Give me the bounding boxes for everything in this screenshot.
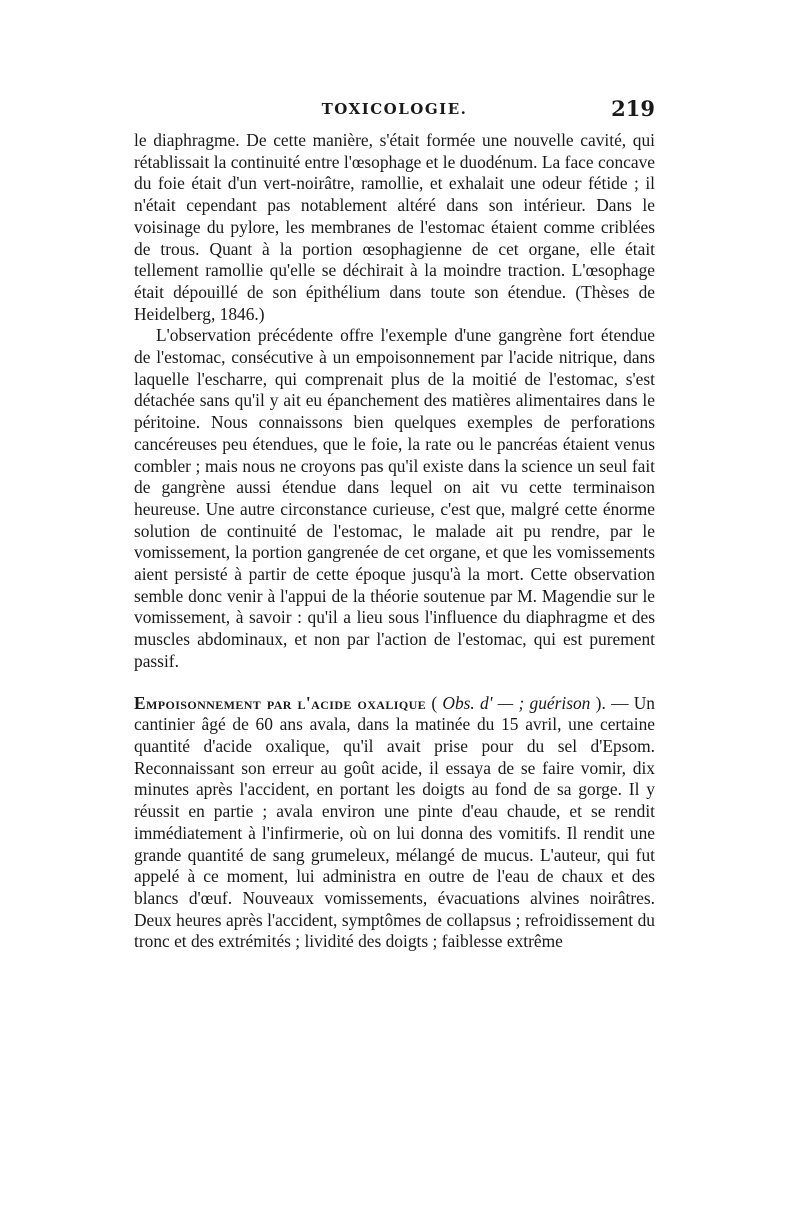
obs-close: ). — (590, 692, 634, 713)
paragraph-commentary: L'observation précédente offre l'exemple d'une gangrène fort étendue de l'estomac, consécutive à un empoisonnement par l'acide nitrique, dans laquelle l'escharre, qui comprenait plus de la moitié de l'estomac, s'est détachée sans qu'il y ait eu épanchement des matières alimentaires dans le péritoine. Nous connaissons bien quelques exemples de perforations cancéreuses peu étendues, que le foie, la rate ou le pancréas étaient venus combler ; mais nous ne croyons pas qu'il existe dans la science un seul fait de gangrène aussi étendue dans lequel on ait vu cette terminaison heureuse. Une autre circonstance curieuse, c'est que, malgré cette énorme solution de continuité de l'estomac, le malade ait pu rendre, par le vomissement, la portion gangrenée de cet organe, et que les vomissements aient persisté à partir de cette époque jusqu'à la mort. Cette observation semble donc venir à l'appui de la théorie soutenue par M. Magendie sur le vomissement, à savoir : qu'il a lieu sous l'influence du diaphragme et des muscles abdominaux, et non par l'action de l'estomac, qui est purement passif. (134, 325, 655, 671)
running-title: TOXICOLOGIE. (321, 100, 468, 118)
paragraph-continued: le diaphragme. De cette manière, s'était formée une nouvelle cavité, qui rétablissait la continuité entre l'œsophage et le duodénum. La face concave du foie était d'un vert-noirâtre, ramollie, et exhalait une odeur fétide ; il n'était cependant pas notablement altéré dans son intérieur. Dans le voisinage du pylore, les membranes de l'estomac étaient comme criblées de trous. Quant à la portion œsophagienne de cet organe, elle était tellement ramollie qu'elle se déchirait à la moindre traction. L'œsophage était dépouillé de son épithélium dans toute son étendue. (Thèses de Heidelberg, 1846.) (134, 130, 655, 324)
page-number: 219 (611, 96, 655, 121)
section-body: Un cantinier âgé de 60 ans avala, dans la matinée du 15 avril, une certaine quantité d'acide oxalique, qu'il avait prise pour du sel d'Epsom. Reconnaissant son erreur au goût acide, il essaya de se faire vomir, dix minutes après l'accident, en portant les doigts au fond de sa gorge. Il y réussit en partie ; avala environ une pinte d'eau chaude, et se rendit immédiatement à l'infirmerie, où on lui donna des vomitifs. Il rendit une grande quantité de sang grumeleux, mélangé de mucus. L'auteur, qui fut appelé à ce moment, lui administra en outre de l'eau de chaux et des blancs d'œuf. Nouveaux vomissements, évacuations alvines noirâtres. Deux heures après l'accident, symptômes de collapsus ; refroidissement du tronc et des extrémités ; lividité des doigts ; faiblesse extrême (134, 692, 655, 952)
obs-open: ( (426, 692, 443, 713)
observation-reference: Obs. d' — ; guérison (442, 692, 591, 713)
section-title: Empoisonnement par l'acide oxalique (134, 692, 427, 713)
body-text (134, 130, 655, 953)
running-head (134, 96, 655, 126)
paragraph-oxalic-case (134, 693, 655, 953)
